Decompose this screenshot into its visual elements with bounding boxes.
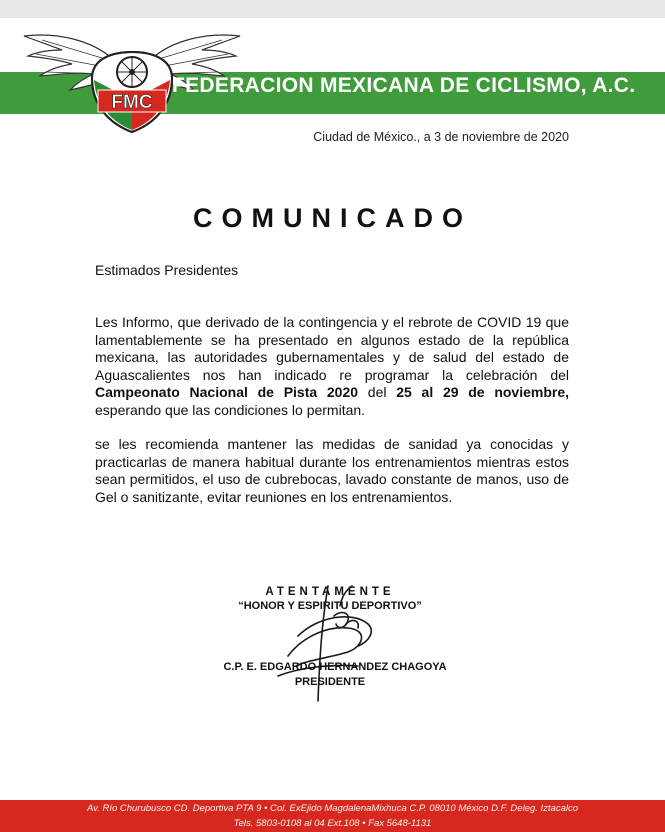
paragraph-recommendations: se les recomienda mantener las medidas de sanidad ya conocidas y practicarlas de manera habitual durante los entrenamientos mientras estos sean permitidos, el uso de cubrebocas, lavado constante de manos, uso de Gel o sanitizante, evitar reuniones en los entrenamientos. (95, 436, 569, 505)
paragraph-intro: Les Informo, que derivado de la contingencia y el rebrote de COVID 19 que lamentablemente se ha presentado en algunos estado de la república mexicana, las autoridades gubernamentales y de salud del estado de Aguascalientes nos han indicado re programar la celebración del (95, 314, 569, 383)
event-name: Campeonato Nacional de Pista 2020 (95, 384, 359, 401)
paragraph-end: esperando que las condiciones lo permitan. (95, 401, 366, 418)
svg-text:FMC: FMC (111, 92, 153, 113)
organization-name: FEDERACION MEXICANA DE CICLISMO, A.C. (172, 74, 636, 97)
document-title: COMUNICADO (193, 203, 472, 233)
dateline: Ciudad de México., a 3 de noviembre de 2020 (313, 130, 569, 144)
signer-role: PRESIDENTE (294, 676, 366, 688)
footer-phones: Tels. 5803-0108 al 04 Ext.108 • Fax 5648-1131 (233, 818, 432, 829)
signer-name: C.P. E. EDGARDO HERNANDEZ CHAGOYA (223, 661, 447, 673)
greeting: Estimados Presidentes (95, 262, 239, 278)
paragraph-mid: del (358, 384, 397, 401)
event-dates: 25 al 29 de noviembre, (396, 384, 570, 401)
closing-atentamente: ATENTAMENTE (265, 586, 395, 598)
footer-address: Av. Río Churubusco CD. Deportiva PTA 9 • Col. ExEjido MagdalenaMixhuca C.P. 08010 México D.F. Deleg. Iztacalco (86, 803, 579, 814)
paragraph-postponement (95, 314, 569, 420)
closing-motto: “HONOR Y ESPIRITU DEPORTIVO” (238, 600, 422, 612)
